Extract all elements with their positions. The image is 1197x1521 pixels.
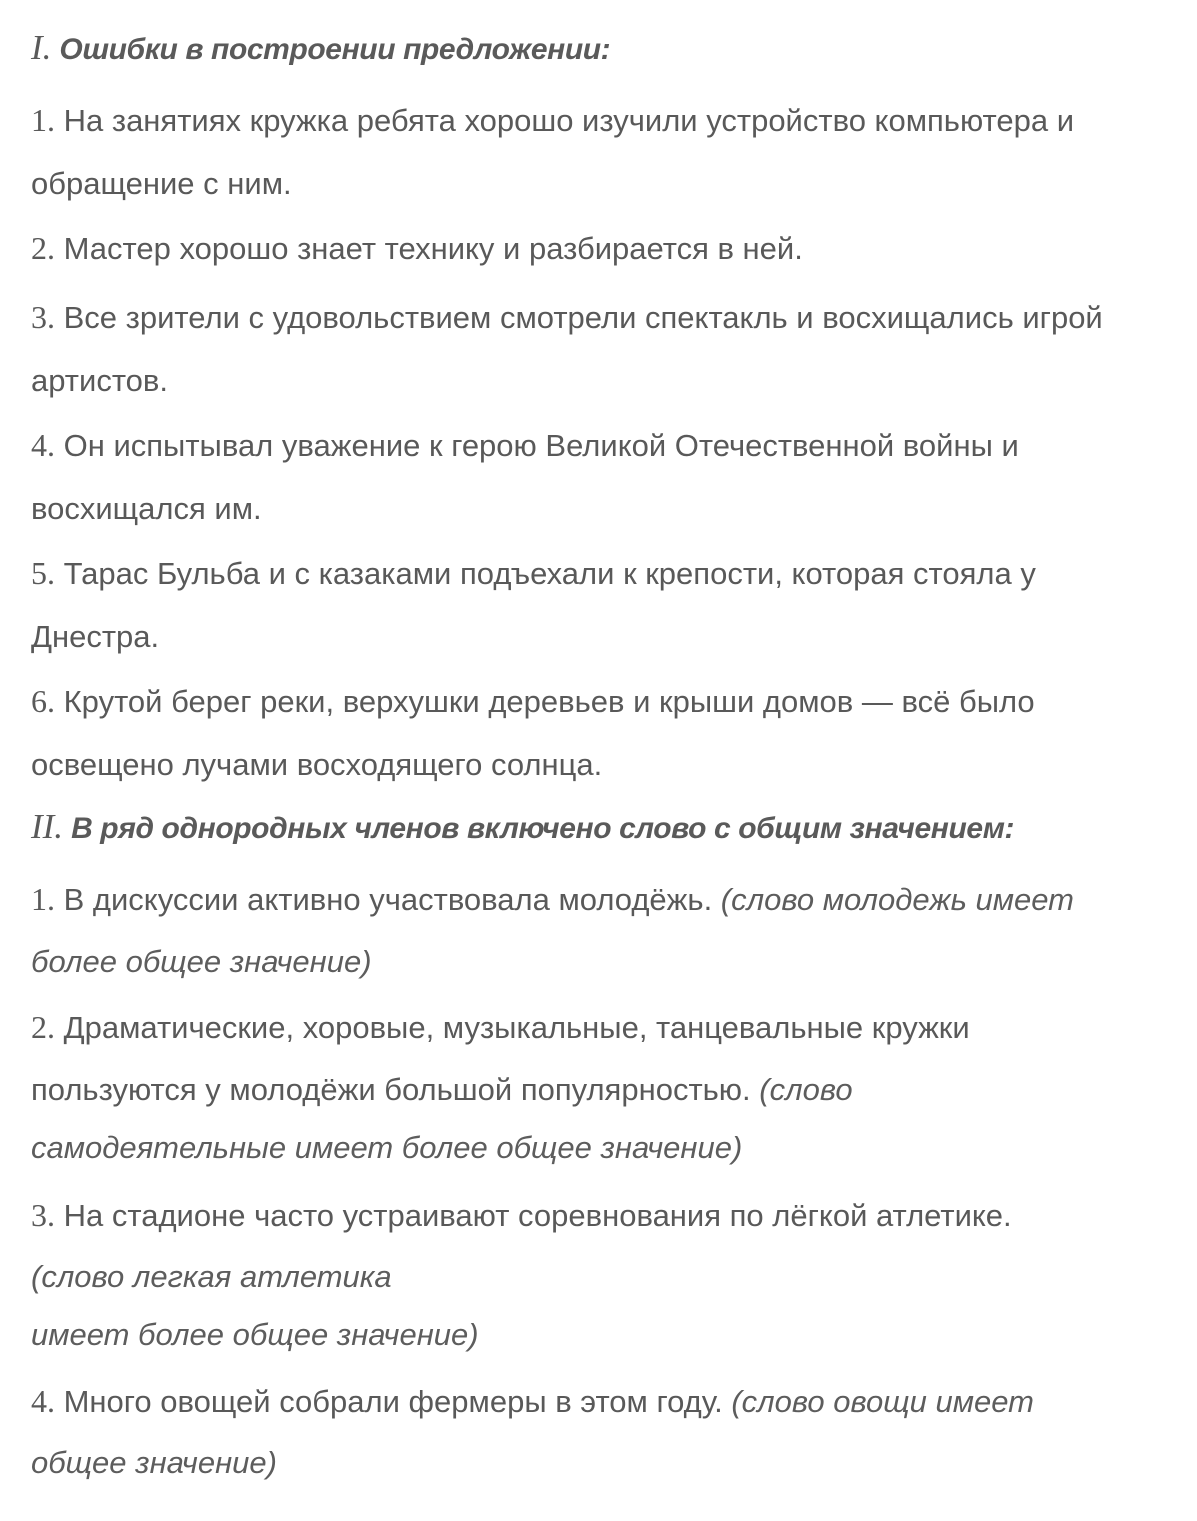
- section-2-title: В ряд однородных членов включено слово с общим значением:: [71, 812, 1015, 845]
- s1-item-5-line-1: [31, 553, 1036, 594]
- s2-item-3-line-1: [31, 1195, 1012, 1236]
- s2-item-3-text: На стадионе часто устраивают соревнования по лёгкой атлетике.: [55, 1198, 1012, 1233]
- s1-item-3-number: 3.: [31, 299, 55, 335]
- s1-item-3-line-2: артистов.: [31, 363, 168, 398]
- s1-item-5-line-2: Днестра.: [31, 619, 160, 654]
- s2-item-1-note-line-2: более общее значение): [31, 944, 372, 979]
- s2-item-2-note: (слово: [759, 1072, 853, 1107]
- s1-item-6-number: 6.: [31, 683, 55, 719]
- s1-item-1-line-1: [31, 100, 1074, 141]
- s2-item-4-number: 4.: [31, 1383, 55, 1419]
- s1-item-4-number: 4.: [31, 427, 55, 463]
- s2-item-2-line-1: [31, 1007, 970, 1048]
- s1-item-6-text: Крутой берег реки, верхушки деревьев и крыши домов — всё было: [55, 684, 1035, 719]
- section-1-heading: [31, 28, 610, 70]
- s2-item-2-text-2: пользуются у молодёжи большой популярностью.: [31, 1072, 760, 1107]
- s1-item-4-line-1: [31, 425, 1019, 466]
- s1-item-2-text: Мастер хорошо знает технику и разбирается в ней.: [55, 231, 803, 266]
- s1-item-6-line-2: освещено лучами восходящего солнца.: [31, 747, 603, 782]
- section-2-roman: II.: [31, 807, 64, 846]
- s2-item-3-note-line-3: имеет более общее значение): [31, 1317, 479, 1352]
- s2-item-2-line-2: [31, 1070, 853, 1110]
- s1-item-4-text: Он испытывал уважение к герою Великой Отечественной войны и: [55, 428, 1019, 463]
- s1-item-5-text: Тарас Бульба и с казаками подъехали к крепости, которая стояла у: [55, 556, 1036, 591]
- s1-item-1-text: На занятиях кружка ребята хорошо изучили устройство компьютера и: [55, 103, 1075, 138]
- s2-item-3-note-line-2: (слово легкая атлетика: [31, 1259, 392, 1294]
- s2-item-2-note-line-3: самодеятельные имеет более общее значение): [31, 1130, 743, 1165]
- s2-item-1-text: В дискуссии активно участвовала молодёжь.: [55, 882, 721, 917]
- s1-item-6-line-1: [31, 681, 1035, 722]
- s2-item-1-line-1: [31, 879, 1074, 920]
- s1-item-5-number: 5.: [31, 555, 55, 591]
- s2-item-2-text: Драматические, хоровые, музыкальные, танцевальные кружки: [55, 1010, 970, 1045]
- s1-item-2-number: 2.: [31, 230, 55, 266]
- s2-item-4-line-1: [31, 1381, 1034, 1422]
- section-2-heading: [31, 807, 1014, 849]
- s1-item-2-line-1: [31, 228, 803, 269]
- s2-item-1-number: 1.: [31, 881, 55, 917]
- s1-item-1-line-2: обращение с ним.: [31, 166, 292, 201]
- section-1-roman: I.: [31, 28, 52, 67]
- s2-item-4-note-line-2: общее значение): [31, 1445, 277, 1480]
- s2-item-1-note: (слово молодежь имеет: [720, 882, 1074, 917]
- s1-item-4-line-2: восхищался им.: [31, 491, 262, 526]
- s1-item-1-number: 1.: [31, 102, 55, 138]
- s1-item-3-text: Все зрители с удовольствием смотрели спектакль и восхищались игрой: [55, 300, 1103, 335]
- s2-item-4-note: (слово овощи имеет: [731, 1384, 1034, 1419]
- section-1-title: Ошибки в построении предложении:: [59, 33, 611, 66]
- s2-item-2-number: 2.: [31, 1009, 55, 1045]
- s2-item-3-number: 3.: [31, 1197, 55, 1233]
- s2-item-4-text: Много овощей собрали фермеры в этом году.: [55, 1384, 732, 1419]
- s1-item-3-line-1: [31, 297, 1103, 338]
